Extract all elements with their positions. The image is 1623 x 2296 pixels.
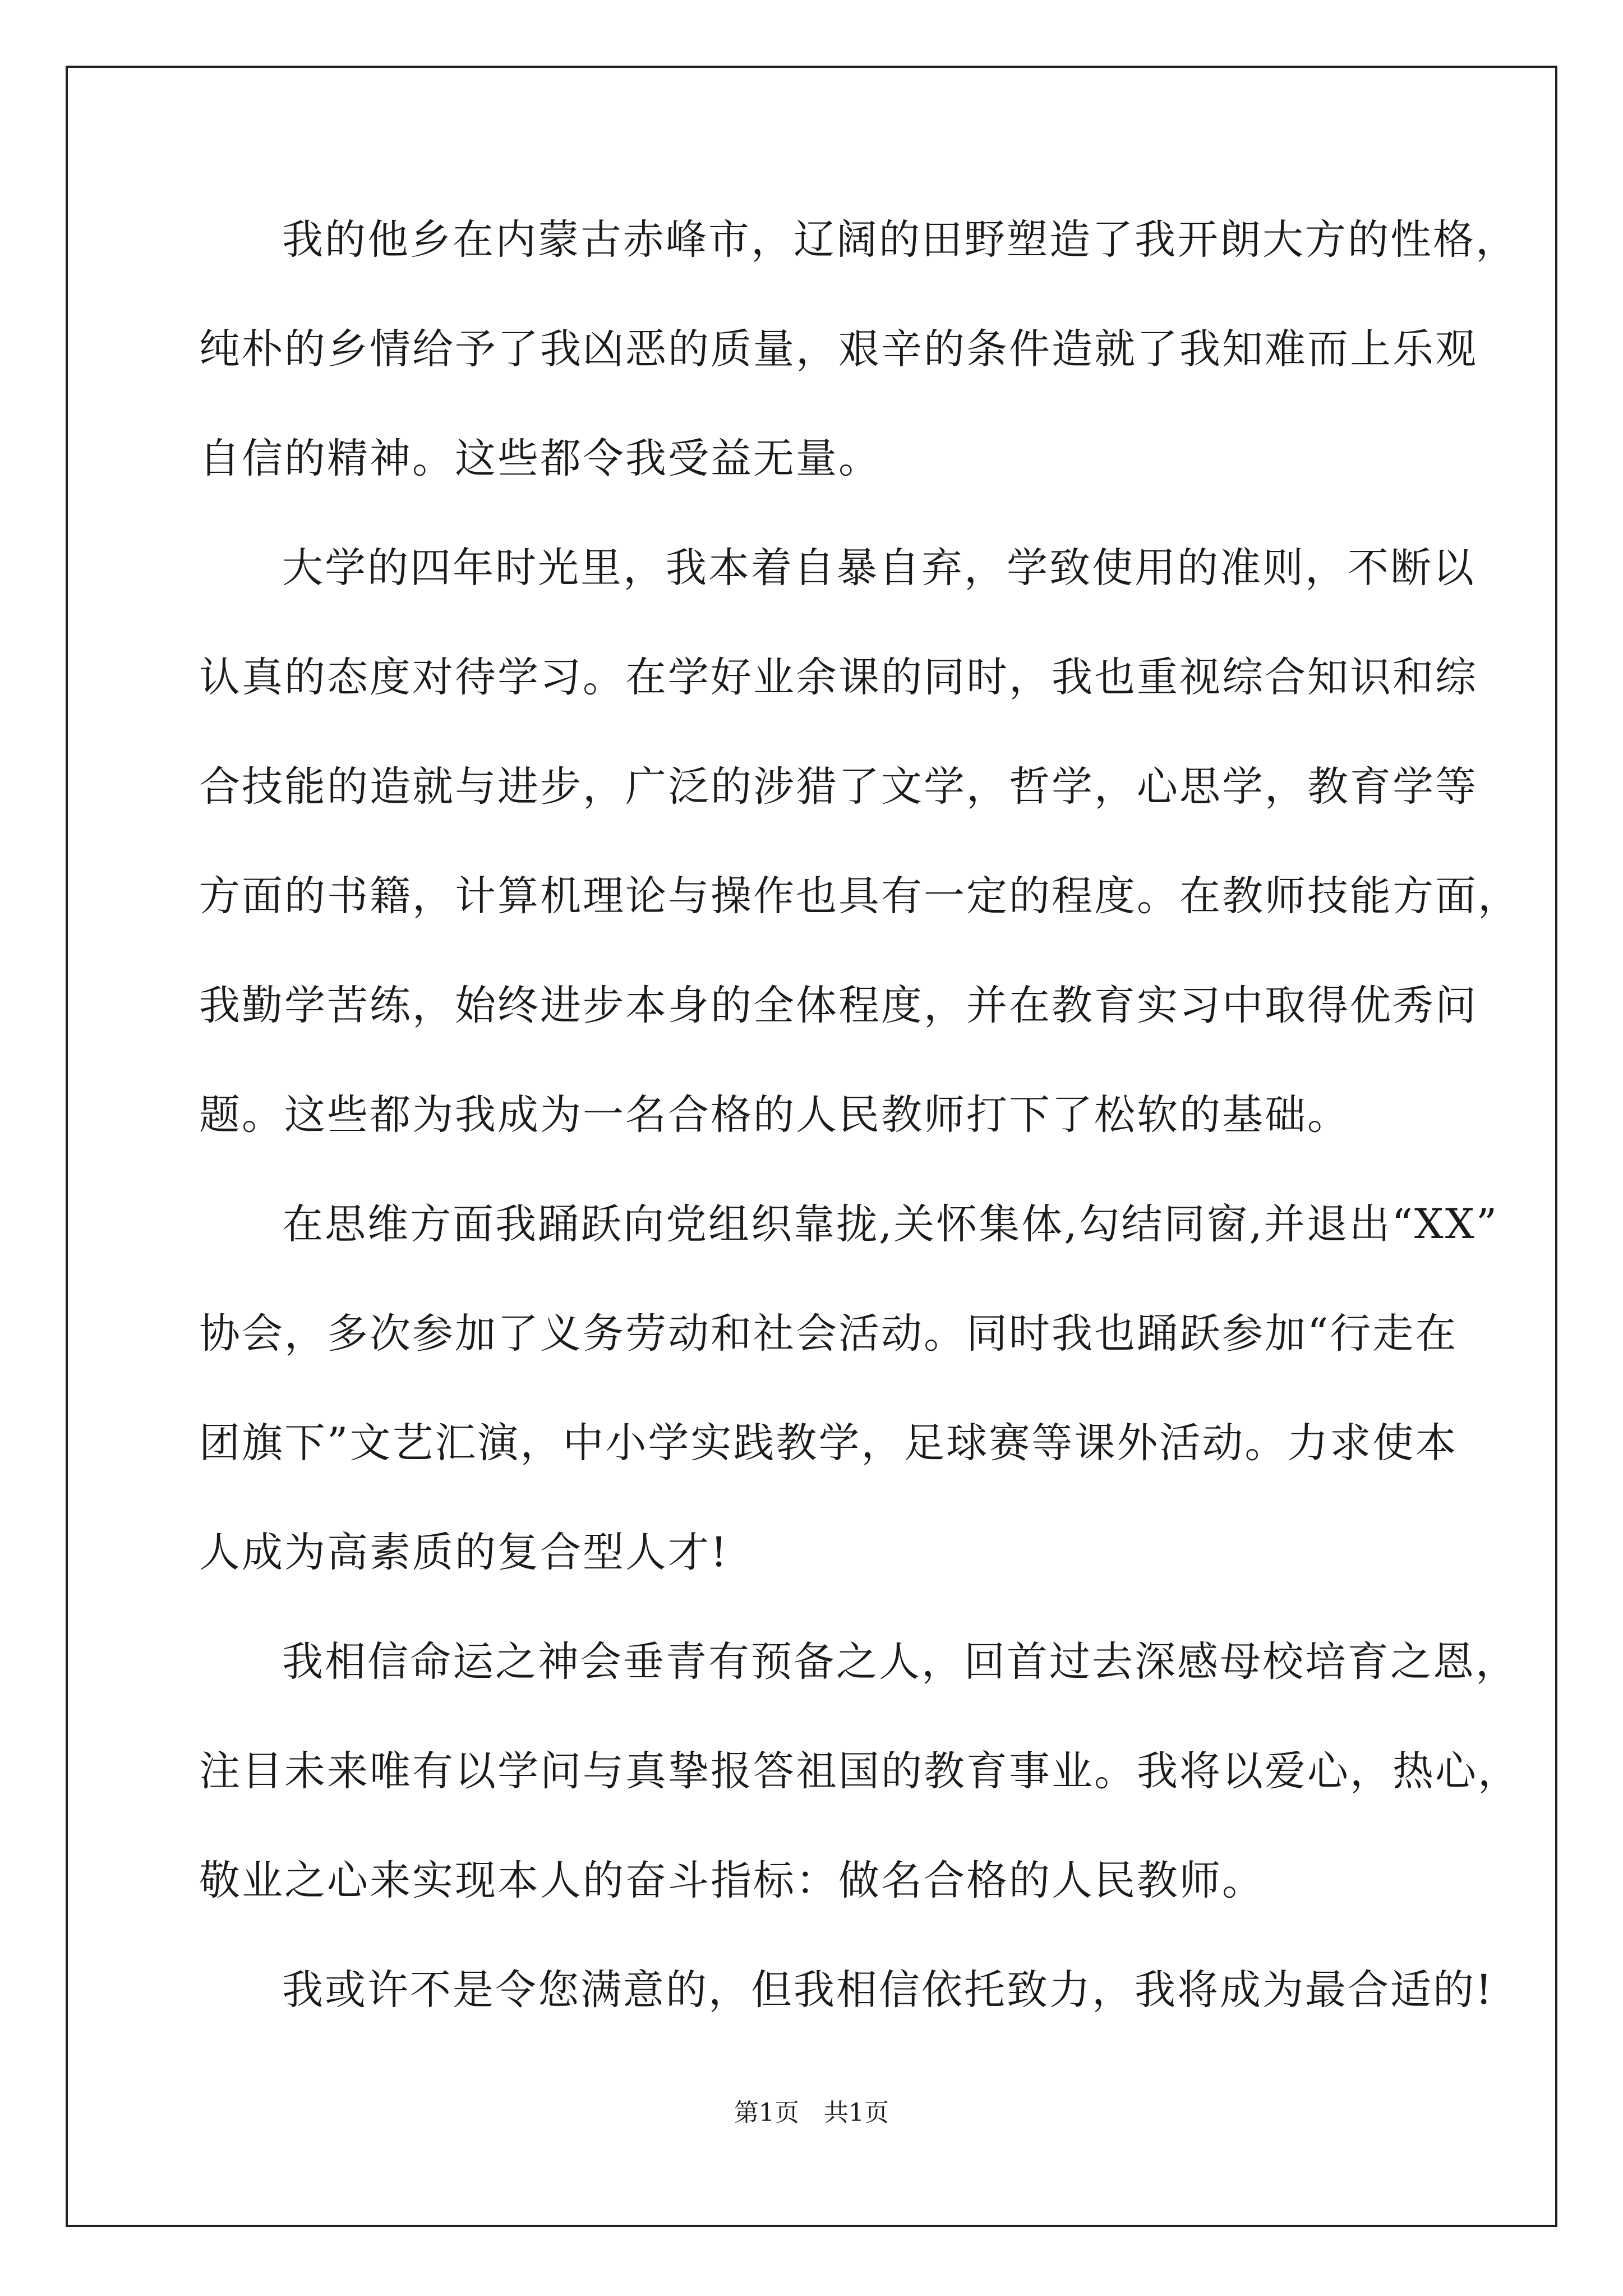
paragraph-line: 敬业之心来实现本人的奋斗指标：做名合格的人民教师。 — [199, 1857, 1265, 1904]
paragraph-line: 题。这些都为我成为一名合格的人民教师打下了松软的基础。 — [199, 1091, 1350, 1139]
document-body — [199, 213, 1520, 2073]
paragraph-line: 我相信命运之神会垂青有预备之人，回首过去深感母校培育之恩， — [282, 1638, 1518, 1686]
page-total: 共1页 — [824, 2099, 889, 2127]
paragraph-line: 方面的书籍，计算机理论与操作也具有一定的程度。在教师技能方面， — [199, 872, 1520, 920]
paragraph-line: 人成为高素质的复合型人才! — [199, 1529, 729, 1576]
paragraph-line: 大学的四年时光里，我本着自暴自弃，学致使用的准则，不断以 — [282, 544, 1476, 592]
paragraph-line: 我勤学苦练，始终进步本身的全体程度，并在教育实习中取得优秀问 — [199, 982, 1478, 1029]
paragraph-line: 认真的态度对待学习。在学好业余课的同时，我也重视综合知识和综 — [199, 654, 1478, 701]
paragraph-line: 我的他乡在内蒙古赤峰市，辽阔的田野塑造了我开朗大方的性格， — [282, 216, 1518, 264]
paragraph-line: 团旗下”文艺汇演，中小学实践教学，足球赛等课外活动。力求使本 — [199, 1419, 1458, 1467]
page-number: 第1页 — [734, 2099, 799, 2127]
page-footer — [0, 2092, 1623, 2128]
paragraph-line: 自信的精神。这些都令我受益无量。 — [199, 435, 881, 482]
paragraph-line: 注目未来唯有以学问与真挚报答祖国的教育事业。我将以爱心，热心， — [199, 1747, 1520, 1795]
paragraph-line: 协会，多次参加了义务劳动和社会活动。同时我也踊跃参加“行走在 — [199, 1310, 1458, 1358]
paragraph-line: 在思维方面我踊跃向党组织靠拢,关怀集体,勾结同窗,并退出“XX” — [282, 1200, 1499, 1248]
paragraph-line: 合技能的造就与进步，广泛的涉猎了文学，哲学，心思学，教育学等 — [199, 763, 1478, 811]
paragraph-line: 纯朴的乡情给予了我凶恶的质量，艰辛的条件造就了我知难而上乐观 — [199, 325, 1478, 373]
paragraph-line: 我或许不是令您满意的，但我相信依托致力，我将成为最合适的! — [282, 1966, 1494, 2014]
